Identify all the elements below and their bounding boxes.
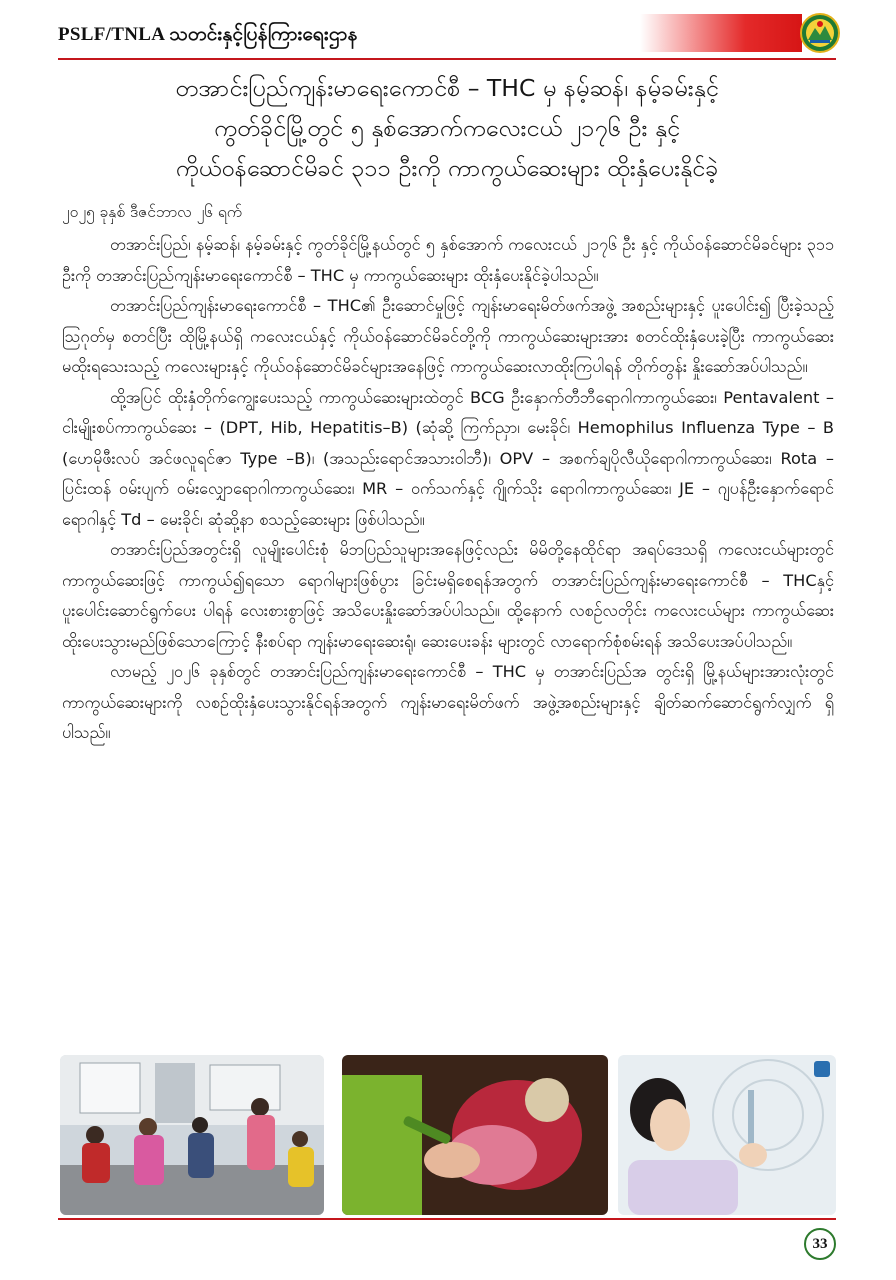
header-divider [58,58,836,60]
article-paragraph: တအာင်းပြည်၊ နမ့်ဆန်၊ နမ့်ခမ်းနှင့် ကွတ်ခိုင်မြို့နယ်တွင် ၅ နှစ်အောက် ကလေးငယ် ၂၁၇၆ ဦး နှင့် ကိုယ်ဝန်ဆောင်မိခင်များ ၃၁၁ ဦးကို တအာင်းပြည်ကျန်းမာရေးကောင်စီ – THC မှ ကာကွယ်ဆေးများ ထိုးနှံပေးနိုင်ခဲ့ပါသည်။ [62,235,834,285]
article-body [62,230,834,749]
article-title [58,68,836,188]
article-paragraph: ထို့အပြင် ထိုးနှံတိုက်ကျွေးပေးသည့် ကာကွယ်ဆေးများထဲတွင် BCG ဦးနှောက်တီဘီရောဂါကာကွယ်ဆေး၊ Pentavalent – ငါးမျိုးစပ်ကာကွယ်ဆေး – (DPT, Hib, Hepatitis–B) (ဆုံဆို့ ကြက်ညှာ၊ မေးခိုင်၊ Hemophilus Influenza Type – B (ဟေမိုဖီးလပ် အင်ဖလူရင်ဇာ Type –B)၊ (အသည်းရောင်အသားဝါဘီ)၊ OPV – အစက်ချပိုလီယိုရောဂါကာကွယ်ဆေး၊ Rota – ပြင်းထန် ဝမ်းပျက် ဝမ်းလျှောရောဂါကာကွယ်ဆေး၊ MR – ဝက်သက်နှင့် ဂျိုက်သိုး ရောဂါကာကွယ်ဆေး၊ JE – ဂျပန်ဦးနှောက်ရောင်ရောဂါနှင့် Td – မေးခိုင်၊ ဆုံဆို့နာ စသည့်ဆေးများ ဖြစ်ပါသည်။ [62,387,834,529]
article-title-line: ကိုယ်ဝန်ဆောင်မိခင် ၃၁၁ ဦးကို ကာကွယ်ဆေးများ ထိုးနှံပေးနိုင်ခဲ့ [175,154,719,182]
health-worker-syringe-photo [618,1055,836,1215]
organization-emblem-icon [800,13,840,53]
article-date: ၂၀၂၅ ခုနှစ် ဒီဇင်ဘာလ ၂၆ ရက် [62,203,242,221]
article-title-line: တအာင်းပြည်ကျန်းမာရေးကောင်စီ – THC မှ နမ့်ဆန်၊ နမ့်ခမ်းနှင့် [175,74,719,102]
page-number: 33 [804,1228,836,1260]
page-header [0,0,896,72]
header-red-band [640,14,802,52]
header-title: PSLF/TNLA သတင်းနှင့်ပြန်ကြားရေးဌာန [58,24,358,45]
footer-divider [58,1218,836,1220]
article-paragraph: တအာင်းပြည်အတွင်းရှိ လူမျိုးပေါင်းစုံ မိဘပြည်သူများအနေဖြင့်လည်း မိမိတို့နေထိုင်ရာ အရပ်ဒေသရှိ ကလေးငယ်များတွင် ကာကွယ်ဆေးဖြင့် ကာကွယ်၍ရသော ရောဂါများဖြစ်ပွား ခြင်းမရှိစေရန်အတွက် တအာင်းပြည်ကျန်းမာရေးကောင်စီ – THCနှင့် ပူးပေါင်းဆောင်ရွက်ပေး ပါရန် လေးစားစွာဖြင့် အသိပေးနှိုးဆော်အပ်ပါသည်။ ထို့နောက် လစဉ်လတိုင်း ကလေးငယ်များ ကာကွယ်ဆေး ထိုးပေးသွားမည်ဖြစ်သောကြောင့် နီးစပ်ရာ ကျန်းမာရေးဆေးရုံ၊ ဆေးပေးခန်း များတွင် လာရောက်စုံစမ်းရန် အသိပေးအပ်ပါသည်။ [62,540,834,651]
article-paragraph: တအာင်းပြည်ကျန်းမာရေးကောင်စီ – THC၏ ဦးဆောင်မှုဖြင့် ကျန်းမာရေးမိတ်ဖက်အဖွဲ့ အစည်းများနှင့် ပူးပေါင်း၍ ပြီးခဲ့သည့် ဩဂုတ်မှ စတင်ပြီး ထိုမြို့နယ်ရှိ ကလေးငယ်နှင့် ကိုယ်ဝန်ဆောင်မိခင်တို့ကို ကာကွယ်ဆေးများအား စတင်ထိုးနှံပေးခဲ့ပြီး ကာကွယ်ဆေး မထိုးရသေးသည့် ကလေးများနှင့် ကိုယ်ဝန်ဆောင်မိခင်များအနေဖြင့် ကာကွယ်ဆေးလာထိုးကြပါရန် တိုက်တွန်း နှိုးဆော်အပ်ပါသည်။ [62,296,834,376]
infant-vaccination-photo [342,1055,608,1215]
article-title-line: ကွတ်ခိုင်မြို့တွင် ၅ နှစ်အောက်ကလေးငယ် ၂၁၇၆ ဦး နှင့် [213,114,681,142]
clinic-waiting-room-photo [60,1055,324,1215]
article-paragraph: လာမည့် ၂၀၂၆ ခုနှစ်တွင် တအာင်းပြည်ကျန်းမာရေးကောင်စီ – THC မှ တအာင်းပြည်အ တွင်းရှိ မြို့နယ်များအားလုံးတွင် ကာကွယ်ဆေးများကို လစဉ်ထိုးနှံပေးသွားနိုင်ရန်အတွက် ကျန်းမာရေးမိတ်ဖက် အဖွဲ့အစည်းများနှင့် ချိတ်ဆက်ဆောင်ရွက်လျှက် ရှိပါသည်။ [62,662,834,742]
